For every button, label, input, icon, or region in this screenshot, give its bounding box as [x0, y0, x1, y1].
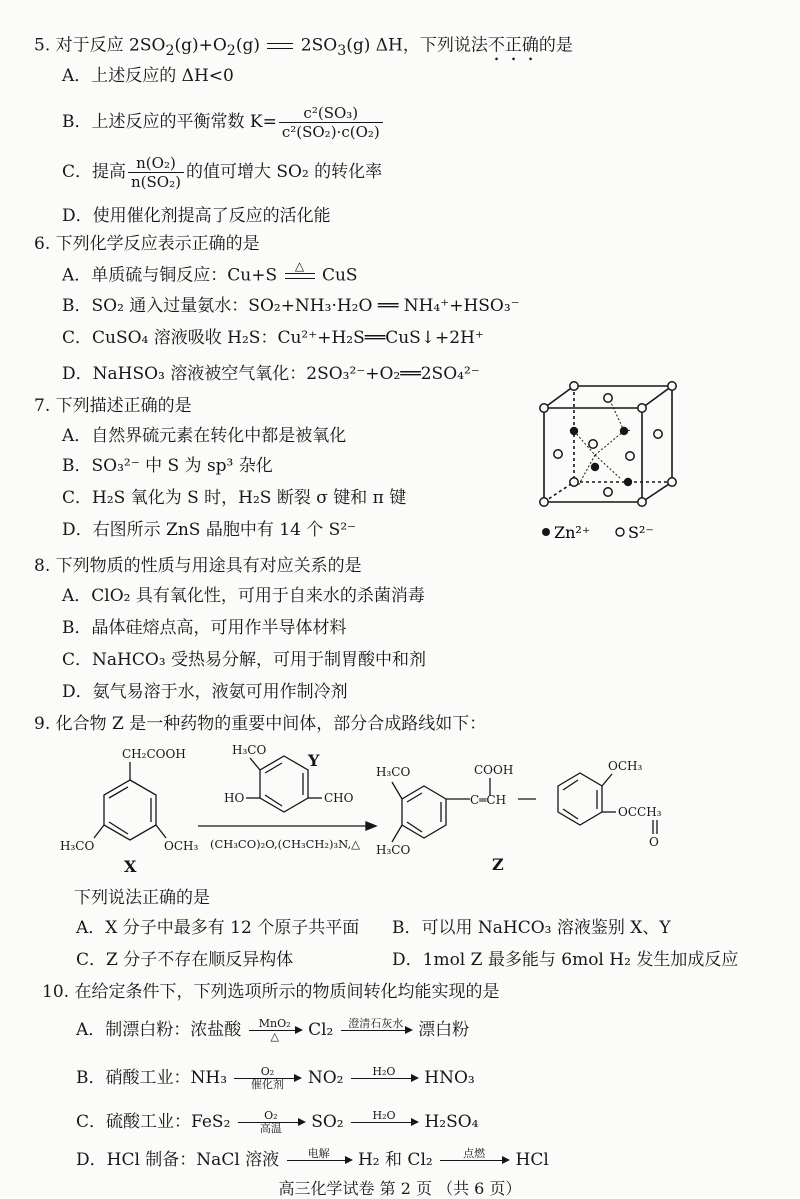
q7-option-c: C．H₂S 氧化为 S 时，H₂S 断裂 σ 键和 π 键: [62, 488, 407, 508]
z-h3co-top-label: H₃CO: [376, 765, 411, 779]
q5-n-fraction: $\frac{\text{n(O₂)}}{\text{n(SO₂)}}$: [128, 154, 184, 191]
q6-option-c: C．CuSO₄ 溶液吸收 H₂S：Cu²⁺+H₂S══CuS↓+2H⁺: [62, 328, 484, 348]
z-occh3-label: OCCH₃: [618, 805, 662, 819]
z-cch-label: C═CH: [470, 793, 507, 807]
q10-c-arrow-2: H₂O: [351, 1110, 417, 1135]
compound-x-label: X: [124, 857, 137, 876]
synthesis-route-diagram: [60, 738, 750, 878]
q6-option-b: B．SO₂ 通入过量氨水：SO₂+NH₃·H₂O ══ NH₄⁺+HSO₃⁻: [62, 296, 520, 316]
q8-option-d: D．氨气易溶于水，液氨可用作制冷剂: [62, 682, 348, 702]
q5-option-b: B．上述反应的平衡常数 K= $\frac{\text{c²(SO₃)}}{\text{c²(SO₂)·c(O₂)}}$: [62, 100, 385, 144]
q10-option-c: C．硫酸工业：FeS₂ O₂ 高温 SO₂ H₂O H₂SO₄: [76, 1109, 479, 1135]
q8-option-c: C．NaHCO₃ 受热易分解，可用于制胃酸中和剂: [62, 650, 427, 670]
s-legend-label: S²⁻: [628, 523, 654, 542]
x-h3co-label: H₃CO: [60, 839, 95, 853]
q9-option-d: D．1mol Z 最多能与 6mol H₂ 发生加成反应: [392, 950, 739, 970]
q10-b-arrow-2: H₂O: [351, 1066, 417, 1091]
zn-legend-dot: [542, 528, 550, 536]
zn-ions: [570, 427, 632, 486]
y-cho-label: CHO: [324, 791, 354, 805]
q6-heat-equals: △: [285, 260, 315, 292]
z-h3co-bottom-label: H₃CO: [376, 843, 411, 857]
zns-unit-cell-diagram: [530, 374, 700, 554]
q10-option-b: B．硝酸工业：NH₃ O₂ 催化剂 NO₂ H₂O HNO₃: [76, 1065, 475, 1091]
x-ch2cooh-label: CH₂COOH: [122, 747, 186, 761]
tetrahedral-bonds: [574, 396, 632, 486]
q10-d-arrow-1: 电解: [287, 1148, 351, 1173]
q5-option-d: D．使用催化剂提高了反应的活化能: [62, 206, 331, 226]
q7-stem: 7. 下列描述正确的是: [34, 396, 192, 416]
x-och3-label: OCH₃: [164, 839, 199, 853]
s-legend-dot: [616, 528, 624, 536]
page-footer: 高三化学试卷 第 2 页 （共 6 页）: [278, 1179, 522, 1198]
q10-option-a: A．制漂白粉：浓盐酸 MnO₂ △ Cl₂ 澄清石灰水 漂白粉: [76, 1017, 470, 1043]
q8-option-a: A．ClO₂ 具有氧化性，可用于自来水的杀菌消毒: [62, 586, 425, 606]
q6-option-a: A．单质硫与铜反应：Cu+S △ CuS: [62, 260, 358, 292]
q10-b-arrow-1: O₂ 催化剂: [234, 1066, 300, 1091]
z-cooh-label: COOH: [474, 763, 514, 777]
y-h3co-label: H₃CO: [232, 743, 267, 757]
reaction-conditions: (CH₃CO)₂O,(CH₃CH₂)₃N,△: [210, 837, 360, 851]
q9-option-b: B．可以用 NaHCO₃ 溶液鉴别 X、Y: [392, 918, 671, 938]
x-benzene-ring: [94, 762, 166, 840]
compound-z-label: Z: [492, 855, 504, 874]
q10-a-arrow-1: MnO₂ △: [249, 1018, 301, 1043]
q7-option-b: B．SO₃²⁻ 中 S 为 sp³ 杂化: [62, 456, 273, 476]
q6-option-d: D．NaHSO₃ 溶液被空气氧化：2SO₃²⁻+O₂══2SO₄²⁻: [62, 364, 480, 384]
zn-legend-label: Zn²⁺: [554, 523, 591, 542]
q9-option-c: C．Z 分子不存在顺反异构体: [76, 950, 294, 970]
q7-option-a: A．自然界硫元素在转化中都是被氧化: [62, 426, 347, 446]
q10-stem: 10. 在给定条件下，下列选项所示的物质间转化均能实现的是: [42, 982, 500, 1002]
q10-d-arrow-2: 点燃: [440, 1148, 508, 1173]
q9-option-a: A．X 分子中最多有 12 个原子共平面: [76, 918, 360, 938]
compound-y-label: Y: [308, 751, 320, 770]
q9-stem: 9. 化合物 Z 是一种药物的重要中间体，部分合成路线如下：: [34, 714, 487, 734]
reaction-arrow: [198, 822, 376, 830]
q5-option-c: C．提高 $\frac{\text{n(O₂)}}{\text{n(SO₂)}}$ 的值可增大 SO₂ 的转化率: [62, 154, 383, 191]
q8-stem: 8. 下列物质的性质与用途具有对应关系的是: [34, 556, 362, 576]
q5-equilibrium-sign: [267, 30, 293, 62]
q5-stem: 5. 对于反应 $2SO_2(g)+O_2(g)$ $2SO_3(g)$ ΔH，下列说法不正确的是: [34, 30, 573, 66]
q5-k-fraction: $\frac{\text{c²(SO₃)}}{\text{c²(SO₂)·c(O₂)}}$: [279, 104, 383, 141]
q10-a-arrow-2: 澄清石灰水: [341, 1018, 411, 1043]
q10-option-d: D．HCl 制备：NaCl 溶液 电解 H₂ 和 Cl₂ 点燃 HCl: [76, 1142, 549, 1178]
y-ho-label: HO: [224, 791, 245, 805]
z-carbonyl-o-label: O: [649, 835, 659, 849]
q9-sub-stem: 下列说法正确的是: [74, 888, 210, 908]
q6-stem: 6. 下列化学反应表示正确的是: [34, 234, 260, 254]
q5-emphasis: 不正确: [487, 35, 539, 56]
q7-option-d: D．右图所示 ZnS 晶胞中有 14 个 S²⁻: [62, 520, 357, 540]
z-right-benzene-ring: [558, 773, 657, 834]
q5-option-a: A．上述反应的 ΔH<0: [62, 66, 234, 86]
q10-c-arrow-1: O₂ 高温: [238, 1110, 304, 1135]
z-och3-label: OCH₃: [608, 759, 643, 773]
z-left-benzene-ring: [392, 782, 470, 842]
q8-option-b: B．晶体硅熔点高，可用作半导体材料: [62, 618, 347, 638]
